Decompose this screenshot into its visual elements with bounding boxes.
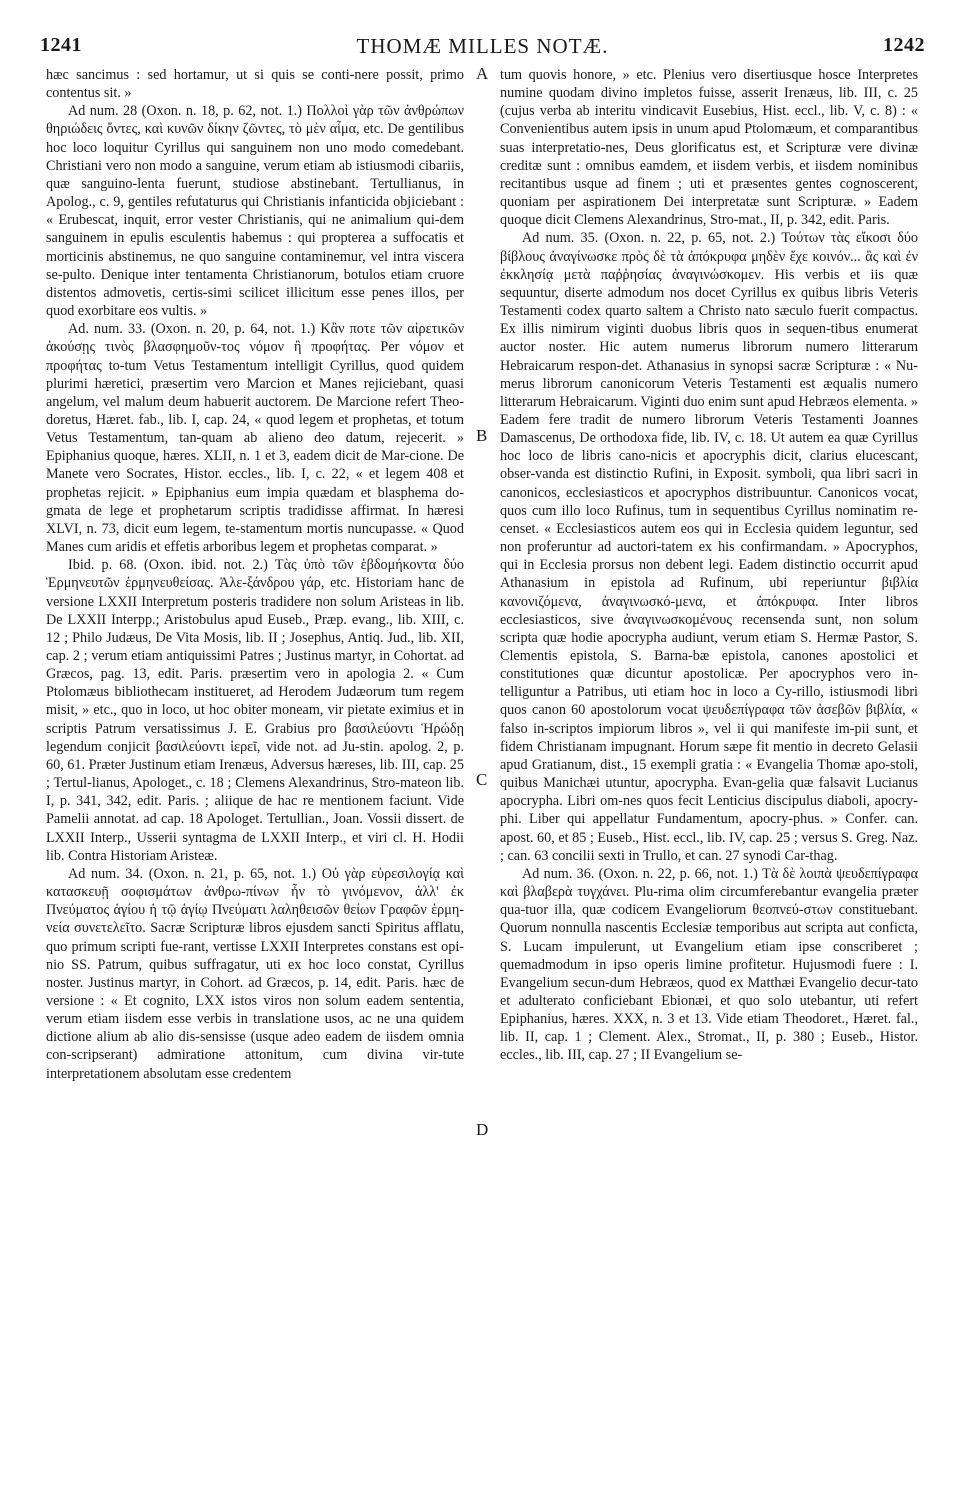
paragraph: Ad num. 28 (Oxon. n. 18, p. 62, not. 1.) Πολλοὶ γὰρ τῶν ἀνθρώπων θηριώδεις ὄντες, καὶ κυνῶν δίκην ζῶντες, τὸ μὲν αἷμα, etc. De gentilibus hoc loco loquitur Cyrillus qui sanguinem non uno modo comedebant. Christiani vero non modo a sanguine, verum etiam ab istiusmodi cibariis, quæ sanguino-lenta fuerunt, studiose abstinebant. Tertullianus, in Apolog., c. 9, gentiles refutaturus qui Christianis infanticida objiciebant : « Erubescat, inquit, error vester Christianis, qui ne animalium qui-dem sanguinem in epulis esculentis habemus : qui propterea a suffocatis et morticinis abstinemus, ne quo sanguine contaminemur, vel intra viscera se-pulto. Denique inter tentamenta Christianorum, botulos etiam cruore distentos admovetis, certis-simi scilicet illicitum esse penes illos, per quod exorbitare eos vultis. » xyxy=(46,103,464,320)
paragraph: tum quovis honore, » etc. Plenius vero disertiusque hosce Interpretes numine quodam divino impletos fuisse, asserit Irenæus, lib. III, c. 25 (cujus verba ab interitu vindicavit Eusebius, Hist. eccl., lib. V, c. 8) : « Convenientibus autem ipsis in unum apud Ptolomæum, et comparantibus suas interpretatio-nes, Deus glorificatus est, et Scripturæ vere divinæ creditæ sunt : omnibus eamdem, et iisdem verbis, et iisdem nominibus recitantibus usque ad finem ; uti et præsentes gentes cognoscerent, quoniam per aspirationem Dei interpretatæ sunt Scripturæ. » Eadem quoque dicit Clemens Alexandrinus, Stro-mat., II, p. 342, edit. Paris. xyxy=(500,67,918,229)
paragraph: hæc sancimus : sed hortamur, ut si quis se conti-nere possit, primo contentus sit. » xyxy=(46,67,464,102)
right-column xyxy=(500,66,918,1065)
page-number-right: 1242 xyxy=(883,34,925,56)
running-header xyxy=(40,34,925,62)
paragraph: Ad num. 35. (Oxon. n. 22, p. 65, not. 2.) Τούτων τὰς εἴκοσι δύο βίβλους ἀναγίνωσκε πρὸς δὲ τὰ ἀπόκρυφα μηδὲν ἔχε κοινόν... ἃς καὶ ἐν ἐκκλησίᾳ μετὰ παῤῥησίας ἀναγινώσκομεν. His verbis et iis quæ sequuntur, diserte admodum nos docet Cyrillus ex quibus libris Veteris Testamenti codex quarto saltem a Christo nato sæculo fuerit compactus. Ex illis nimirum viginti duobus libris quos in sequen-tibus enumerat auctor noster. Hic autem numerus librorum numero litterarum Hebraicarum respon-det. Athanasius in synopsi sacræ Scripturæ : « Nu-merus librorum canonicorum Veteris Testamenti est æqualis numero litterarum Hebraicarum. Viginti duo enim sunt apud Hebræos elementa. » Eadem fere tradit de numero librorum Veteris Testamenti Joannes Damascenus, De orthodoxa fide, lib. IV, c. 18. Ut autem ea quæ Cyrillus hoc loco de libris cano-nicis et apocryphis dicit, clarius elucescant, obser-vanda est distinctio Rufini, in Exposit. symboli, qua libri sacri in canonicos, ecclesiasticos et apocryphos distribuuntur. Canonicos vocat, quos cum illo loco Rufinus, tum in sequentibus Cyrillus nominatim re-censet. « Ecclesiasticos autem eos qui in Ecclesia quidem leguntur, sed non proferuntur ad auctori-tatem ex his confirmandam. » Apocryphos, qui in Ecclesia prorsus non debent legi. Eadem distinctio occurrit apud Athanasium in epistola ad Rufinum, ubi reperiuntur βιβλία κανονιζόμενα, ἀναγινωσκό-μενα, et ἀπόκρυφα. Inter libros ecclesiasticos, sive ἀναγινωσκομένους recensenda sunt, non solum scripta quæ hodie apocrypha audiunt, verum etiam S. Hermæ Pastor, S. Clementis epistola, S. Barna-bæ epistola, canones apostolici et constitutiones quæ dicuntur apostolicæ. Per apocryphos vero in-telliguntur a Patribus, uti etiam hoc in loco a Cy-rillo, istiusmodi libri quos canon 60 apostolorum vocat ψευδεπίγραφα τῶν ἀσεβῶν βιβλία, « falso in-scriptos impiorum libros », vel ii qui manifeste im-pii sunt, et fidem Christianam impugnant. Horum sæpe fit mentio in decreto Gelasii apud Gratianum, dist., 15 exempli gratia : « Evangelia Thomæ apo-stoli, quibus Manichæi utuntur, apocrypha. Evan-gelia quæ falsavit Lucianus apocrypha. Libri om-nes quos fecit Lenticius discipulus diaboli, apocry-phi. Liber qui appellatur Fundamentum, apocry-phus. » Confer. can. apost. 60, et 85 ; Euseb., Hist. eccl., lib. IV, cap. 25 ; versus S. Greg. Naz. ; can. 63 concilii sexti in Trullo, et can. 27 synodi Car-thag. xyxy=(500,230,918,864)
paragraph: Ad num. 36. (Oxon. n. 22, p. 66, not. 1.) Τὰ δὲ λοιπὰ ψευδεπίγραφα καὶ βλαβερὰ τυγχάνει. Plu-rima olim circumferebantur evangelia præter qua-tuor illa, quæ codicem Evangeliorum θεοπνεύ-στων constituebant. Quorum nonnulla nascentis Ecclesiæ temporibus aut scripta aut conficta, S. Lucam impulerunt, ut Evangelium etiam ipse conscriberet ; quemadmodum in ipso operis limine profitetur. Hujusmodi fuere : I. Evangelium secun-dum Hebræos, quod ex Matthæi Evangelio decur-tato et adulterato conficiebant Ebionæi, et quo solo utebantur, uti refert Epiphanius, hæres. XXX, n. 3 et 13. Vide etiam Theodoret., Hæret. fal., lib. II, cap. 1 ; Clement. Alex., Stromat., II, p. 380 ; Euseb., Histor. eccles., lib. III, cap. 27 ; II Evangelium se- xyxy=(500,865,918,1064)
margin-marker-b: B xyxy=(476,426,488,445)
margin-marker-c: C xyxy=(476,770,488,789)
page-number-left: 1241 xyxy=(40,34,82,56)
running-title: THOMÆ MILLES NOTÆ. xyxy=(356,34,609,58)
paragraph: Ad. num. 33. (Oxon. n. 20, p. 64, not. 1.) Κἂν ποτε τῶν αἱρετικῶν ἀκούσῃς τινὸς βλασφημοῦν-τος νόμον ἢ προφήτας. Per νόμον et προφήτας to-tum Vetus Testamentum intelligit Cyrillus, quod quidem plurimi hæretici, præsertim vero Marcion et Manes rejiciebant, quasi angelum, vel malum deum habuerit auctorem. De Marcione refert Theo-doretus, Hæret. fab., lib. I, cap. 24, « quod legem et prophetas, et totum Vetus Testamentum, tan-quam ab alieno deo datum, rejecerit. » Epiphanius quoque, hæres. XLII, n. 1 et 3, eadem dicit de Mar-cione. De Manete vero Socrates, Histor. eccles., lib. I, c. 22, « et legem 408 et prophetas rejicit. » Epiphanius eum impia quædam et blasphema do-gmata de lege et prophetarum scriptis tradidisse affirmat. In hæresi XLVI, n. 73, dicit eum legem, te-stamentum mortis nuncupasse. « Quod Manes cum aridis et effetis arboribus legem et prophetas comparat. » xyxy=(46,321,464,556)
paragraph: Ad num. 34. (Oxon. n. 21, p. 65, not. 1.) Οὐ γὰρ εὑρεσιλογίᾳ καὶ κατασκευῇ σοφισμάτων ἀνθρω-πίνων ἦν τὸ γινόμενον, ἀλλ' ἐκ Πνεύματος ἁγίου ἡ τῷ ἁγίῳ Πνεύματι λαληθεισῶν θείων Γραφῶν ἑρμη-νεία συνετελεῖτο. Sacræ Scripturæ libros ejusdem sancti Spiritus afflatu, quo primum scripti fue-rant, vertisse LXXII Interpretes constans est opi-nio SS. Patrum, quibus suffragatur, uti ex hoc loco constat, Cyrillus noster. Justinus martyr, in Cohort. ad Græcos, p. 14, edit. Paris. hæc de versione : « Et cognito, LXX istos viros non solum eadem sententia, verum etiam iisdem esse verbis in translatione usos, ac ne una quidem dictione alium ab alio dis-sensisse (usque adeo eadem de iisdem omnia con-scripserant) admiratione attonitum, cum divina vir-tute interpretationem absolutam esse credentem xyxy=(46,865,464,1082)
left-column xyxy=(46,66,464,1083)
paragraph: Ibid. p. 68. (Oxon. ibid. not. 2.) Τὰς ὑπὸ τῶν ἑβδομήκοντα δύο Ἑρμηνευτῶν ἑρμηνευθείσας. Ἀλε-ξάνδρου γάρ, etc. Historiam hanc de versione LXXII Interpretum posteris tradidere non solum Aristeas in lib. De LXXII Interpp.; Aristobulus apud Euseb., Præp. evang., lib. XIII, c. 12 ; Philo Judæus, De Vita Mosis, lib. II ; Josephus, Antiq. Jud., lib. XII, cap. 2 ; verum etiam antiquissimi Patres ; Justinus martyr, in Cohortat. ad Græcos, pag. 13, edit. Paris. præsertim vero in apologia 2. « Cum Ptolomæus bibliothecam institueret, ad Herodem Judæorum tum regem misit, » etc., quo in loco, ut hoc obiter moneam, vir pietate eximius et in scriptis Patrum versatissimus J. E. Grabius pro βασιλεύοντι Ἡρώδῃ legendum conjicit βασιλεύοντι ἱερεῖ, vide not. ad Ju-stin. apolog. 2, p. 60, 61. Præter Justinum etiam Irenæus, Adversus hæreses, lib. III, cap. 25 ; Tertul-lianus, Apologet., c. 18 ; Clemens Alexandrinus, Stro-mateon lib. I, p. 341, 342, edit. Paris. ; aliique de hac re mentionem faciunt. Vide Pamelii annotat. ad cap. 18 Apologet. Tertullian., Joan. Vossii dissert. de LXXII Interp., Usserii syntagma de LXXII Interp., et viri cl. H. Hodii lib. Contra Historiam Aristeæ. xyxy=(46,557,464,864)
margin-marker-a: A xyxy=(476,64,489,83)
margin-marker-d: D xyxy=(476,1120,489,1139)
